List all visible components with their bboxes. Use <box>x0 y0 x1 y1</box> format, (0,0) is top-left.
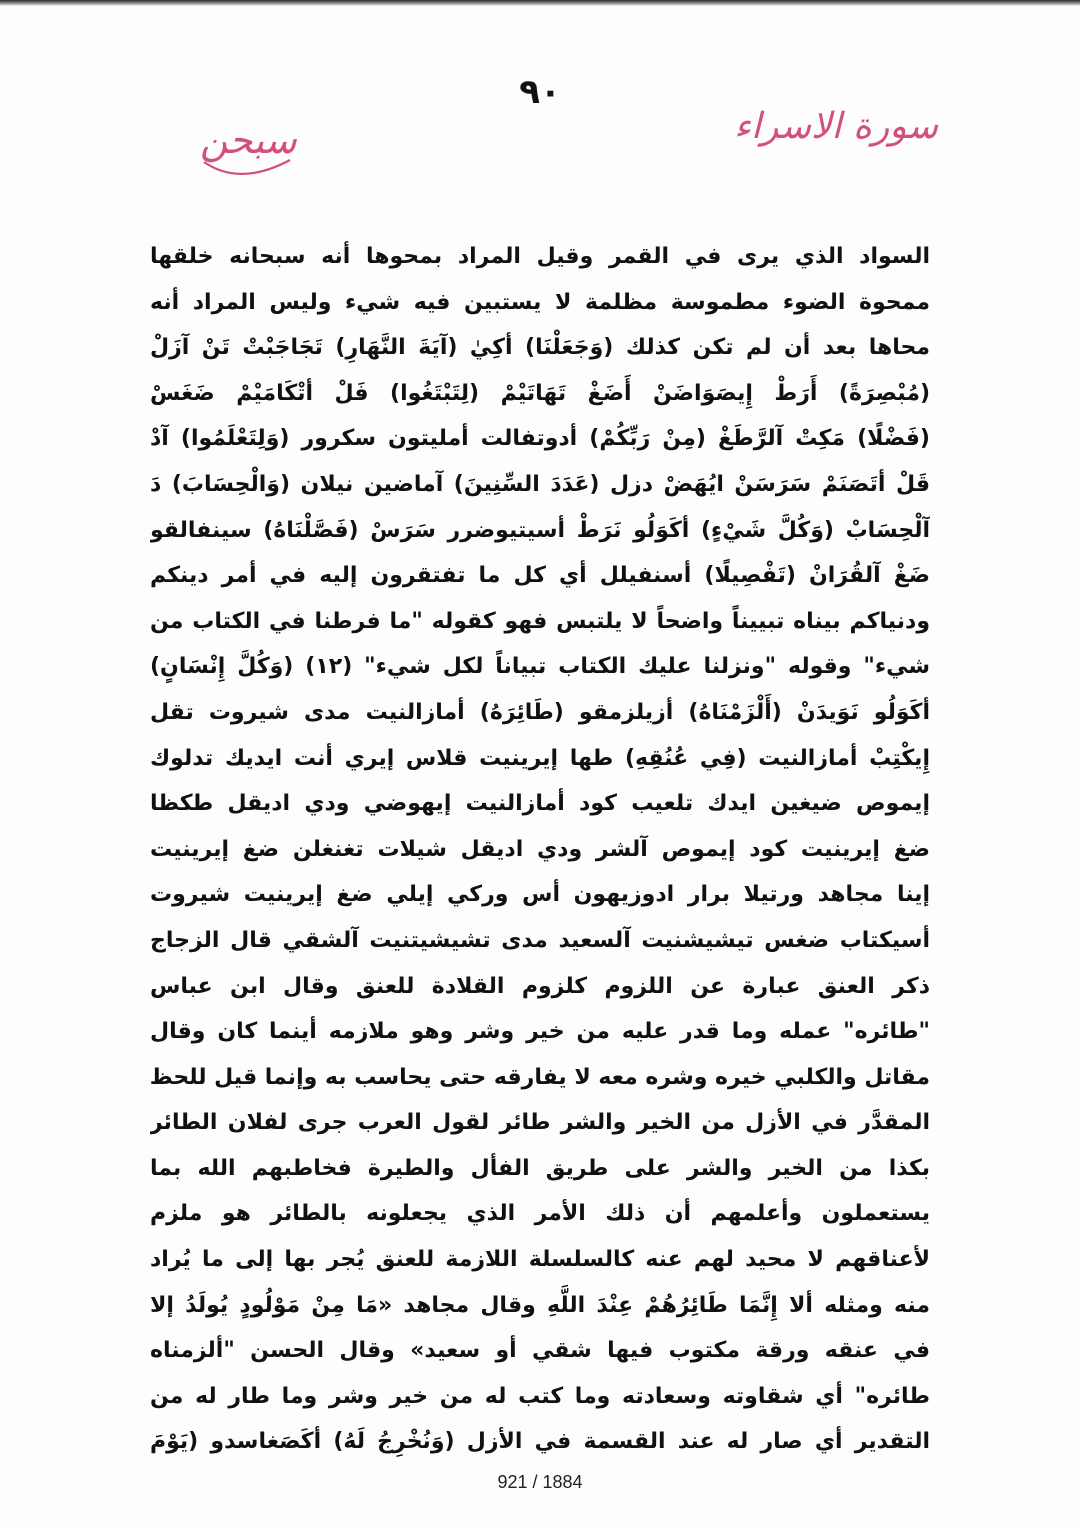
text-line: شيء" وقوله "ونزلنا عليك الكتاب تبياناً لكل شيء" (١٢) (وَكُلَّ إِنْسَانٍ) <box>150 654 930 680</box>
text-line: ذكر العنق عبارة عن اللزوم كلزوم القلادة للعنق وقال ابن عباس <box>150 973 930 999</box>
text-line: "طائره" عمله وما قدر عليه من خير وشر وهو ملازمه أينما كان وقال <box>150 1019 930 1045</box>
text-line: ضَغْ آلقُرَانْ (تَفْصِيلًا) أسنفيلل أي كل ما تفتقرون إليه في أمر دينكم <box>150 563 930 589</box>
text-line: محاها بعد أن لم تكن كذلك (وَجَعَلْنَا) أكِيٰ (آيَةَ النَّهَارِ) تَجَاجَبْتْ تَنْ آزَلْ <box>150 335 930 361</box>
text-line: ممحوة الضوء مطموسة مظلمة لا يستبين فيه شيء وليس المراد أنه <box>150 289 930 315</box>
text-line: إينا مجاهد ورتيلا برار ادوزيهون أس وركي إيلي ضغ إيرينيت شيروت <box>150 882 930 908</box>
text-line: ودنياكم بيناه تبييناً واضحاً لا يلتبس فهو كقوله "ما فرطنا في الكتاب من <box>150 608 930 634</box>
text-line: إِيكْتِبْ أمازالنيت (فِي عُنُقِهِ) طها إيرينيت قلاس إيري أنت ايديك تدلوك <box>150 745 930 771</box>
text-line: طائره" أي شقاوته وسعادته وما كتب له من خير وشر وما طار له من <box>150 1383 930 1409</box>
text-line: مقاتل والكلبي خيره وشره معه لا يفارقه حتى يحاسب به وإنما قيل للحظ <box>150 1064 930 1090</box>
surah-name-handwritten: سورة الاسراء <box>734 106 938 147</box>
page-indicator: 921 / 1884 <box>497 1472 583 1492</box>
body-text <box>150 234 930 1465</box>
text-line: قَلْ أتَصَنَمْ سَرَسَنْ ايُهَضْ دزل (عَدَدَ السِّنِينَ) آماضين نيلان (وَالْحِسَابَ) دَ <box>150 471 930 497</box>
text-line: (فَضْلًا) مَكِتْ آلرَّطَغْ (مِنْ رَبِّكُمْ) أدوتفالت أمليتون سكرور (وَلِتَعْلَمُوا) آدْ <box>150 426 930 452</box>
text-line: التقدير أي صار له عند القسمة في الأزل (وَنُخْرِجُ لَهُ) أكَصَغاسدو (يَوْمَ <box>150 1429 930 1455</box>
handwritten-flourish <box>200 140 340 180</box>
text-line: المقدَّر في الأزل من الخير والشر طائر لقول العرب جرى لفلان الطائر <box>150 1110 930 1136</box>
text-line: بكذا من الخير والشر على طريق الفأل والطيرة فخاطبهم الله بما <box>150 1155 930 1181</box>
text-line: إيموص ضيغين ايدك تلعيب كود أمازالنيت إيهوضي ودي اديقل طكظا <box>150 791 930 817</box>
page-number: ٩٠ <box>519 72 561 112</box>
text-line: في عنقه ورقة مكتوب فيها شقي أو سعيد» وقال الحسن "ألزمناه <box>150 1338 930 1364</box>
text-line: ضغ إيرينيت كود إيموص آلشر ودي اديقل شيلات تغنغلن ضغ إيرينيت <box>150 836 930 862</box>
scan-edge-shadow <box>0 0 1080 6</box>
text-line: لأعناقهم لا محيد لهم عنه كالسلسلة اللازمة للعنق يُجر بها إلى ما يُراد <box>150 1247 930 1273</box>
text-line: السواد الذي يرى في القمر وقيل المراد بمحوها أنه سبحانه خلقها <box>150 244 930 269</box>
text-line: منه ومثله ألا إِنَّمَا طَائِرُهُمْ عِنْدَ اللَّهِ وقال مجاهد «مَا مِنْ مَوْلُودٍ يُولَدُ إلا <box>150 1292 930 1318</box>
text-line: أكَوَلُو نَوَيدَنْ (أَلْزَمْنَاهُ) أزيلزمقو (طَائِرَهُ) أمازالنيت مدى شيروت تقل <box>150 699 930 725</box>
text-line: آلْحِسَابْ (وَكُلَّ شَيْءٍ) أكَوَلُو نَرَطْ أسيتيوضرر سَرَسْ (فَصَّلْنَاهُ) سينفالقو <box>150 517 930 543</box>
text-line: (مُبْصِرَةً) أَرَطْ إِيصَوَاضَنْ أَضَغْ تَهَاتَيْمْ (لِتَبْتَغُوا) فَلْ أتْكَامَيْمْ ضَغَسْ <box>150 380 930 406</box>
margin-note-handwritten: سبحن <box>200 118 297 162</box>
text-line: أسيكتاب ضغس تيشيشنيت آلسعيد مدى تشيشيتنيت آلشقي قال الزجاج <box>150 927 930 953</box>
text-line: يستعملون وأعلمهم أن ذلك الأمر الذي يجعلونه بالطائر هو ملزم <box>150 1201 930 1227</box>
